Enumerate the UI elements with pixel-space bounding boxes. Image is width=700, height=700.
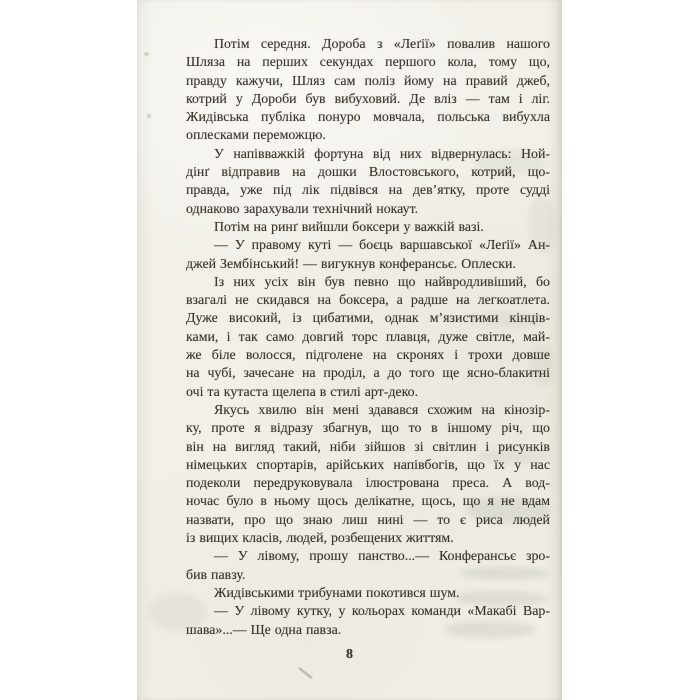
text-line: взагалі не скидався на боксера, а радше на легкоатлета. — [186, 293, 550, 309]
text-line: Потім середня. Дороба з «Леґії» повалив нашого — [214, 37, 550, 52]
text-line: Жидівськими трибунами покотився шум. — [214, 585, 460, 601]
text-line: Із них усіх він був певно що найвродливіший, бо — [214, 274, 550, 290]
page-number: 8 — [346, 647, 353, 662]
scratch-mark — [298, 667, 312, 679]
text-line: ками, і так само довгий торс плавця, дуже світле, май- — [186, 329, 550, 345]
text-line: оплесками переможцю. — [186, 128, 326, 144]
text-line: — У правому куті — боєць варшавської «Леґії» Ан- — [214, 238, 550, 254]
text-line: ночас було в ньому щось делікатне, щось, що я не вдам — [186, 494, 550, 510]
paragraph — [186, 585, 550, 603]
text-line: німецьких спортарів, арійських напівбогів, що їх у нас — [186, 457, 550, 473]
text-line: котрий у Дороби був вибуховий. Де вліз — там і ліг. — [186, 91, 550, 107]
text-line: назвати, про що знаю лиш нині — то є риса людей — [186, 512, 550, 528]
text-line: Якусь хвилю він мені здавався схожим на кінозір- — [214, 402, 550, 418]
text-line: — У лівому, прошу панство...— Конферансьє зро- — [214, 549, 550, 565]
text-line: очі та кутаста щелепа в стилі арт-деко. — [186, 384, 419, 400]
text-line: Дуже високий, із цибатими, однак м’язистими кінців- — [186, 311, 550, 327]
paragraph — [186, 237, 550, 274]
text-line: Шляза на перших секундах першого кола, тому що, — [186, 55, 550, 71]
text-line: на чубі, зачесане на проділ, а до того ще ясно-блакитні — [186, 366, 550, 382]
text-line: він на вигляд такий, ніби зійшов зі світлин і рисунків — [186, 439, 550, 455]
text-line: Потім на ринґ вийшли боксери у важкій вазі. — [214, 219, 484, 235]
paragraph — [186, 36, 550, 146]
text-line: дінґ відправив на дошки Влостовського, котрий, що- — [186, 165, 550, 181]
text-line: бив павзу. — [186, 567, 246, 583]
text-line: однаково зарахували технічний нокаут. — [186, 201, 419, 217]
text-line: У напівважкій фортуна від них відвернулась: Ной- — [214, 146, 550, 162]
paragraph — [186, 274, 550, 402]
text-line: — У лівому кутку, у кольорах команди «Макабі Вар- — [214, 604, 550, 620]
text-line: же біле волосся, підголене на скронях і трохи довше — [186, 348, 550, 364]
paragraph — [186, 146, 550, 219]
text-line: подеколи передруковувала ілюстрована преса. А вод- — [186, 476, 550, 492]
paragraph — [186, 548, 550, 585]
paper-speck — [147, 114, 151, 118]
paragraph — [186, 219, 550, 237]
text-block — [186, 36, 550, 640]
text-line: шава»...— Ще одна павза. — [186, 622, 342, 638]
paper-speck — [144, 52, 149, 56]
paragraph — [186, 402, 550, 548]
paragraph — [186, 603, 550, 640]
text-line: із вищих класів, людей, розбещених життям. — [186, 531, 454, 547]
text-line: ку, проте я відразу збагнув, що то в іншому річ, що — [186, 421, 550, 437]
text-line: правду кажучи, Шляз сам поліз йому на правий джеб, — [186, 73, 550, 89]
text-line: джей Зембінський! — вигукнув конферансьє. Оплески. — [186, 256, 516, 272]
book-page — [137, 0, 562, 700]
text-line: правда, уже під лік підвівся на дев’ятку, проте судді — [186, 183, 550, 199]
text-line: Жидівська публіка понуро мовчала, польська вибухла — [186, 110, 550, 126]
